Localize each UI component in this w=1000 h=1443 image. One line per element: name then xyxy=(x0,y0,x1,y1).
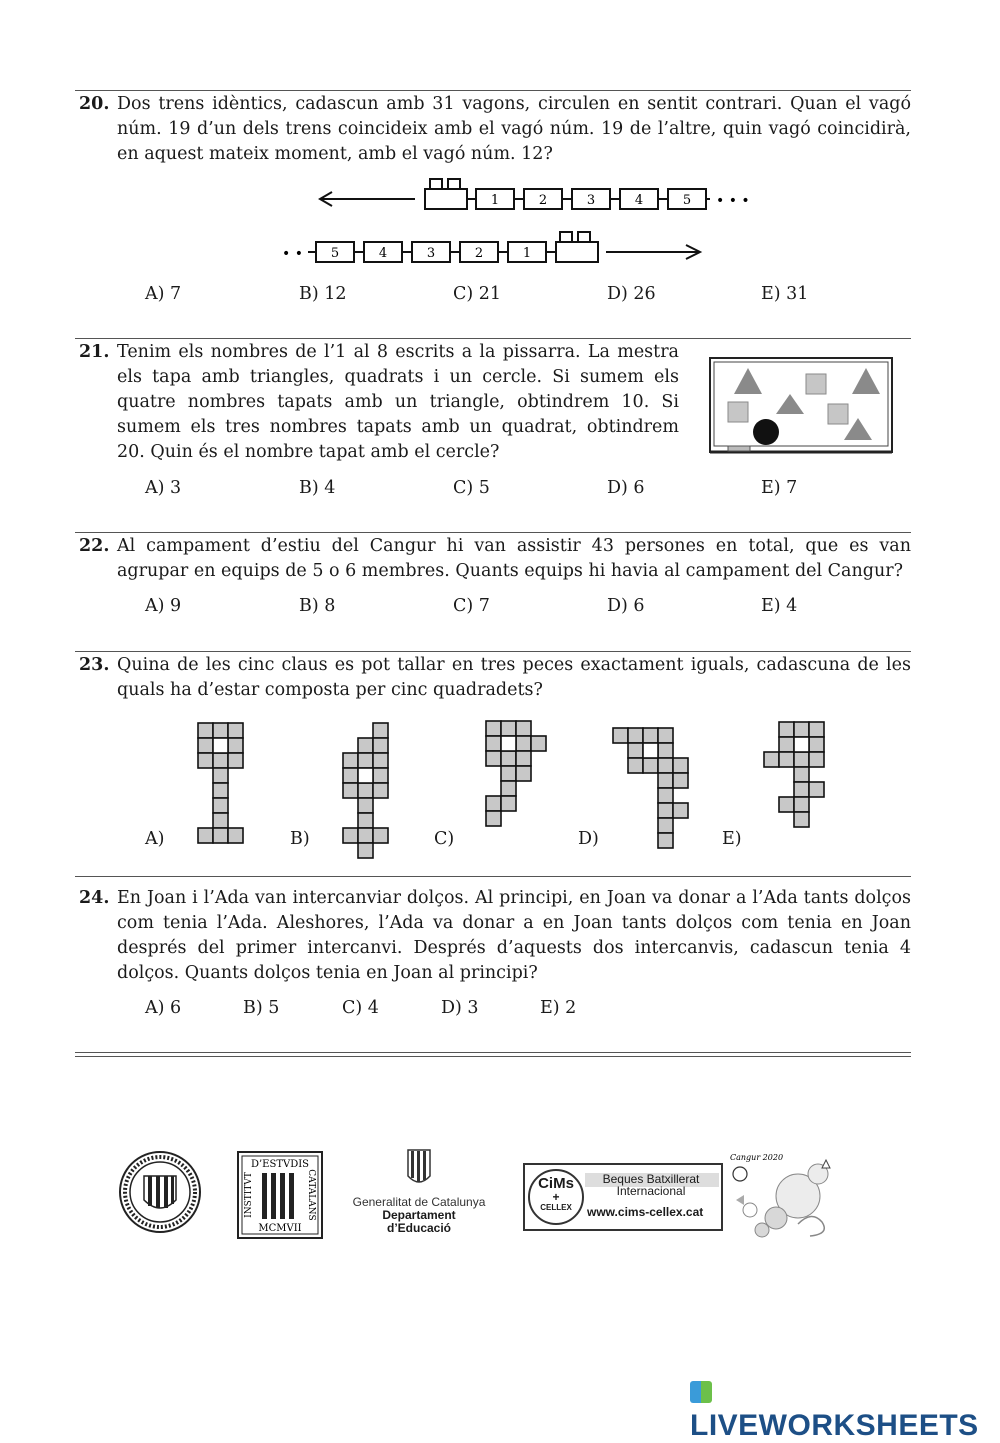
key-cell xyxy=(373,753,388,768)
key-cell xyxy=(673,773,688,788)
key-cell xyxy=(198,753,213,768)
key-cell xyxy=(516,766,531,781)
continuation-dots: • • xyxy=(282,246,303,262)
key-cell xyxy=(373,723,388,738)
key-hole xyxy=(358,768,373,783)
key-cell xyxy=(516,751,531,766)
option-e[interactable]: E) 7 xyxy=(761,478,798,498)
iec-bottom-text: MCMVII xyxy=(258,1223,302,1234)
question-24 xyxy=(79,886,911,986)
key-cell xyxy=(809,752,824,767)
key-label-c[interactable]: C) xyxy=(434,829,455,849)
key-cell xyxy=(628,743,643,758)
key-d xyxy=(613,728,688,848)
divider xyxy=(75,651,911,652)
key-cell xyxy=(779,752,794,767)
key-c xyxy=(486,721,546,826)
key-cell xyxy=(809,782,824,797)
key-cell xyxy=(373,828,388,843)
gencat-dept-name: d’Educació xyxy=(386,1221,451,1235)
divider xyxy=(75,1052,911,1053)
option-a[interactable]: A) 7 xyxy=(145,284,182,304)
car-label: 5 xyxy=(682,193,692,208)
divider xyxy=(75,1056,911,1057)
key-cell xyxy=(658,728,673,743)
key-cell xyxy=(673,803,688,818)
key-cell xyxy=(501,751,516,766)
key-cell xyxy=(794,722,809,737)
key-cell xyxy=(794,812,809,827)
cims-url: www.cims-cellex.cat xyxy=(587,1205,704,1219)
square-shape xyxy=(828,404,848,424)
iec-left-text: INSTITVT xyxy=(244,1172,254,1218)
cangur-year: Cangur 2020 xyxy=(730,1153,784,1162)
question-21 xyxy=(79,340,679,465)
eraser-icon xyxy=(728,446,750,451)
key-cell xyxy=(794,797,809,812)
key-cell xyxy=(198,828,213,843)
key-cell xyxy=(198,738,213,753)
key-cell xyxy=(198,723,213,738)
key-cell xyxy=(343,768,358,783)
car-label: 2 xyxy=(538,193,548,208)
option-e[interactable]: E) 31 xyxy=(761,284,809,304)
car-label: 3 xyxy=(426,246,436,261)
square-shape xyxy=(728,402,748,422)
question-23 xyxy=(79,653,911,703)
car-label: 4 xyxy=(634,193,644,208)
key-cell xyxy=(628,758,643,773)
key-cell xyxy=(343,783,358,798)
option-a[interactable]: A) 6 xyxy=(145,998,182,1018)
key-cell xyxy=(516,736,531,751)
question-number: 24. xyxy=(79,888,110,908)
locomotive xyxy=(556,232,598,262)
divider xyxy=(75,338,911,339)
divider xyxy=(75,876,911,877)
question-number: 22. xyxy=(79,536,110,556)
train-top-cars xyxy=(467,189,710,209)
key-cell xyxy=(658,833,673,848)
key-hole xyxy=(213,738,228,753)
option-b[interactable]: B) 5 xyxy=(243,998,280,1018)
option-b[interactable]: B) 4 xyxy=(299,478,336,498)
key-cell xyxy=(358,813,373,828)
key-cell xyxy=(643,728,658,743)
key-cell xyxy=(658,743,673,758)
cangur-2020-logo xyxy=(726,1150,838,1240)
key-cell xyxy=(516,721,531,736)
key-cell xyxy=(228,753,243,768)
car-label: 1 xyxy=(522,246,532,261)
key-cell xyxy=(358,738,373,753)
liveworksheets-watermark: LIVEWORKSHEETS xyxy=(690,1375,1000,1443)
car-label: 5 xyxy=(330,246,340,261)
key-cell xyxy=(486,721,501,736)
key-cell xyxy=(809,722,824,737)
question-text: Quina de les cinc claus es pot tallar en tres peces exactament iguals, cadascuna de les quals ha d’estar composta per cinc quadradets? xyxy=(117,655,911,700)
train-figure xyxy=(280,172,760,272)
car-label: 4 xyxy=(378,246,388,261)
key-cell xyxy=(658,818,673,833)
key-cell xyxy=(213,813,228,828)
option-d[interactable]: D) 6 xyxy=(607,596,645,616)
option-d[interactable]: D) 3 xyxy=(441,998,479,1018)
key-cell xyxy=(501,796,516,811)
key-cell xyxy=(373,783,388,798)
key-cell xyxy=(531,736,546,751)
option-c[interactable]: C) 4 xyxy=(342,998,379,1018)
key-cell xyxy=(213,798,228,813)
key-hole xyxy=(643,743,658,758)
key-label-a[interactable]: A) xyxy=(145,829,165,849)
key-cell xyxy=(809,737,824,752)
key-cell xyxy=(643,758,658,773)
key-cell xyxy=(501,781,516,796)
cims-badge: CiMs + CELLEX xyxy=(528,1169,584,1225)
key-cell xyxy=(794,767,809,782)
key-hole xyxy=(794,737,809,752)
key-cell xyxy=(228,738,243,753)
key-cell xyxy=(343,753,358,768)
option-c[interactable]: C) 5 xyxy=(453,478,490,498)
question-text: Tenim els nombres de l’1 al 8 escrits a la pissarra. La mestra els tapa amb triangles, quadrats i un cercle. Si sumem els quatre nombres tapats amb un triangle, obtindrem 10. Si sumem els tres nombres tapats amb un quadrat, obtindrem 20. Quin és el nombre tapat amb el cercle? xyxy=(117,342,679,462)
key-cell xyxy=(779,722,794,737)
key-cell xyxy=(213,723,228,738)
key-cell xyxy=(486,796,501,811)
option-e[interactable]: E) 4 xyxy=(761,596,798,616)
gencat-shield-icon xyxy=(406,1148,432,1188)
cims-cellex-logo xyxy=(523,1163,723,1231)
key-cell xyxy=(658,803,673,818)
key-cell xyxy=(486,811,501,826)
option-c[interactable]: C) 7 xyxy=(453,596,490,616)
car-label: 1 xyxy=(490,193,500,208)
iec-logo xyxy=(236,1150,324,1240)
key-cell xyxy=(358,783,373,798)
option-a[interactable]: A) 9 xyxy=(145,596,182,616)
question-20 xyxy=(79,92,911,167)
key-cell xyxy=(228,723,243,738)
question-22 xyxy=(79,534,911,584)
key-cell xyxy=(658,788,673,803)
question-number: 23. xyxy=(79,655,110,675)
train-bottom-cars xyxy=(308,242,560,262)
scm-seal-logo xyxy=(118,1150,202,1234)
key-cell xyxy=(358,828,373,843)
divider xyxy=(75,90,911,91)
key-hole xyxy=(501,736,516,751)
key-cell xyxy=(764,752,779,767)
key-cell xyxy=(794,752,809,767)
key-cell xyxy=(213,828,228,843)
option-b[interactable]: B) 8 xyxy=(299,596,336,616)
divider xyxy=(75,532,911,533)
square-shape xyxy=(806,374,826,394)
question-number: 21. xyxy=(79,342,110,362)
iec-top-text: D’ESTVDIS xyxy=(250,1159,310,1170)
gencat-name: Generalitat de Catalunya xyxy=(352,1195,486,1209)
key-cell xyxy=(658,758,673,773)
iec-right-text: CATALANS xyxy=(306,1169,316,1221)
circle-shape xyxy=(753,419,779,445)
key-cell xyxy=(628,728,643,743)
question-text: Dos trens idèntics, cadascun amb 31 vagons, circulen en sentit contrari. Quan el vagó núm. 19 d’un dels trens coincideix amb el vagó núm. 19 de l’altre, quin vagó coincidirà, en aquest mateix moment, amb el vagó núm. 12? xyxy=(117,94,911,164)
key-cell xyxy=(501,721,516,736)
key-cell xyxy=(213,783,228,798)
key-cell xyxy=(373,768,388,783)
locomotive xyxy=(425,179,467,209)
key-cell xyxy=(213,768,228,783)
blackboard-figure xyxy=(708,356,894,458)
key-cell xyxy=(673,758,688,773)
key-cell xyxy=(343,828,358,843)
key-cell xyxy=(779,797,794,812)
car-label: 3 xyxy=(586,193,596,208)
gencat-logo xyxy=(344,1148,494,1235)
option-d[interactable]: D) 6 xyxy=(607,478,645,498)
key-cell xyxy=(358,753,373,768)
key-cell xyxy=(658,773,673,788)
key-cell xyxy=(486,751,501,766)
key-cell xyxy=(613,728,628,743)
question-number: 20. xyxy=(79,94,110,114)
option-c[interactable]: C) 21 xyxy=(453,284,502,304)
key-a xyxy=(198,723,243,843)
car-label: 2 xyxy=(474,246,484,261)
key-cell xyxy=(213,753,228,768)
key-label-e[interactable]: E) xyxy=(722,829,742,849)
key-e xyxy=(764,722,824,827)
key-label-d[interactable]: D) xyxy=(578,829,599,849)
key-cell xyxy=(794,782,809,797)
option-d[interactable]: D) 26 xyxy=(607,284,656,304)
key-cell xyxy=(779,737,794,752)
question-text: En Joan i l’Ada van intercanviar dolços. Al principi, en Joan va donar a l’Ada tants dolços com tenia l’Ada. Aleshores, l’Ada va donar a en Joan tants dolços com tenia en Joan després del primer intercanvi. Després d’aquests dos intercanvis, cadascun tenia 4 dolços. Quants dolços tenia en Joan al principi? xyxy=(117,888,911,983)
cims-title: Beques Batxillerat Internacional xyxy=(602,1172,700,1198)
key-label-b[interactable]: B) xyxy=(290,829,310,849)
question-text: Al campament d’estiu del Cangur hi van assistir 43 persones en total, que es van agrupar en equips de 5 o 6 membres. Quants equips hi havia al campament del Cangur? xyxy=(117,536,911,581)
key-cell xyxy=(501,766,516,781)
liveworksheets-icon xyxy=(690,1381,712,1403)
key-cell xyxy=(358,843,373,858)
option-a[interactable]: A) 3 xyxy=(145,478,182,498)
key-cell xyxy=(358,798,373,813)
option-e[interactable]: E) 2 xyxy=(540,998,577,1018)
key-cell xyxy=(228,828,243,843)
option-b[interactable]: B) 12 xyxy=(299,284,347,304)
gencat-dept: Departament xyxy=(382,1208,456,1222)
key-cell xyxy=(373,738,388,753)
key-cell xyxy=(486,736,501,751)
continuation-dots: • • • xyxy=(716,193,750,209)
key-b xyxy=(343,723,388,858)
